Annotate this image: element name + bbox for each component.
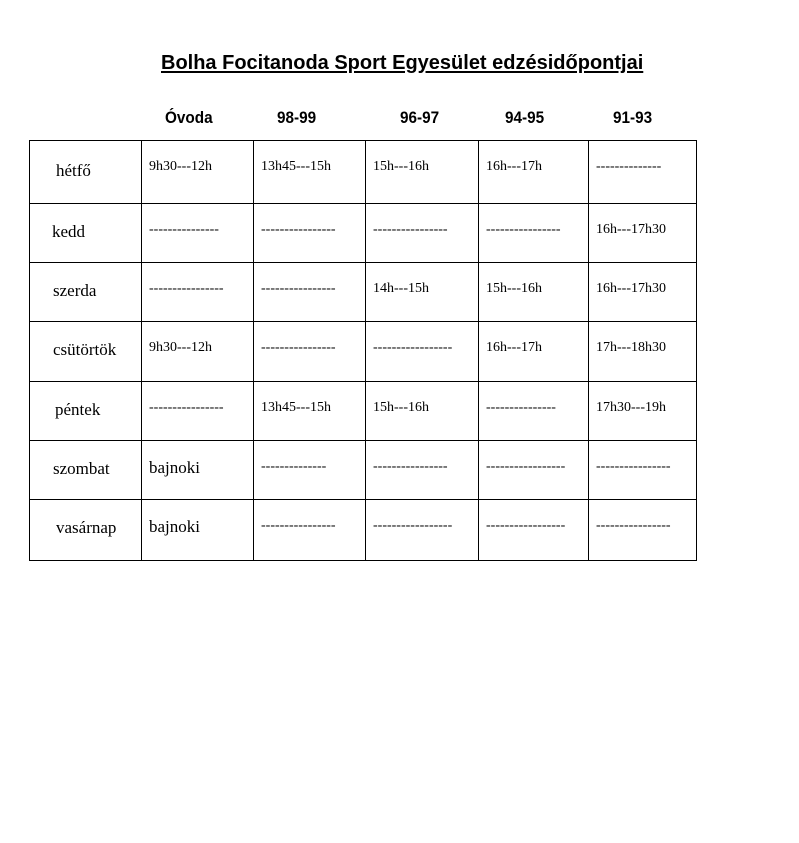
schedule-cell — [142, 263, 254, 322]
day-label-kedd: kedd — [52, 222, 86, 241]
schedule-cell — [589, 441, 697, 500]
schedule-cell — [366, 500, 479, 561]
schedule-cell — [142, 204, 254, 263]
schedule-cell — [366, 382, 479, 441]
schedule-cell — [479, 141, 589, 204]
schedule-cell — [366, 204, 479, 263]
time-slot: ---------------- — [261, 281, 336, 296]
time-slot: ----------------- — [373, 340, 453, 355]
table-row — [30, 204, 697, 263]
day-cell — [30, 263, 142, 322]
time-slot: 16h---17h — [486, 159, 542, 174]
column-header-ovoda: Óvoda — [165, 108, 213, 127]
time-slot: ---------------- — [596, 459, 671, 474]
schedule-cell — [479, 204, 589, 263]
schedule-cell — [142, 141, 254, 204]
schedule-cell — [142, 382, 254, 441]
schedule-cell — [254, 322, 366, 382]
day-cell — [30, 141, 142, 204]
day-label-szerda: szerda — [53, 281, 97, 300]
table-row — [30, 441, 697, 500]
schedule-cell — [366, 322, 479, 382]
schedule-cell — [366, 263, 479, 322]
column-header-94-95: 94-95 — [505, 108, 545, 127]
table-row — [30, 141, 697, 204]
time-slot: ----------------- — [486, 518, 566, 533]
day-cell — [30, 382, 142, 441]
schedule-cell — [479, 382, 589, 441]
day-cell — [30, 204, 142, 263]
time-slot: 15h---16h — [486, 281, 542, 296]
day-label-csutortok: csütörtök — [53, 340, 117, 359]
time-slot: ---------------- — [261, 518, 336, 533]
time-slot: ----------------- — [373, 518, 453, 533]
day-label-vasarnap: vasárnap — [56, 518, 117, 537]
day-label-hetfo: hétfő — [56, 161, 91, 180]
day-cell — [30, 500, 142, 561]
schedule-cell — [589, 204, 697, 263]
time-slot: 15h---16h — [373, 400, 429, 415]
table-row — [30, 500, 697, 561]
time-slot: 13h45---15h — [261, 400, 331, 415]
time-slot: ---------------- — [261, 340, 336, 355]
schedule-cell — [254, 204, 366, 263]
time-slot: ---------------- — [373, 222, 448, 237]
time-slot: 9h30---12h — [149, 340, 212, 355]
time-slot: 17h30---19h — [596, 400, 666, 415]
day-label-pentek: péntek — [55, 400, 101, 419]
day-cell — [30, 441, 142, 500]
schedule-cell — [589, 500, 697, 561]
day-cell — [30, 322, 142, 382]
schedule-cell — [142, 322, 254, 382]
table-row — [30, 263, 697, 322]
time-slot: --------------- — [486, 400, 556, 415]
time-slot: ---------------- — [261, 222, 336, 237]
time-slot: ---------------- — [486, 222, 561, 237]
schedule-cell — [479, 263, 589, 322]
schedule-cell — [589, 141, 697, 204]
column-header-96-97: 96-97 — [400, 108, 440, 127]
time-slot: 15h---16h — [373, 159, 429, 174]
schedule-cell — [366, 141, 479, 204]
time-slot: --------------- — [149, 222, 219, 237]
schedule-cell — [254, 500, 366, 561]
column-header-98-99: 98-99 — [277, 108, 317, 127]
time-slot: 17h---18h30 — [596, 340, 666, 355]
page-title: Bolha Focitanoda Sport Egyesület edzésidőpontjai — [161, 52, 644, 74]
match-label: bajnoki — [149, 517, 200, 536]
schedule-cell — [254, 141, 366, 204]
schedule-cell — [142, 441, 254, 500]
time-slot: 13h45---15h — [261, 159, 331, 174]
time-slot: ---------------- — [373, 459, 448, 474]
schedule-cell — [479, 500, 589, 561]
table-row — [30, 322, 697, 382]
time-slot: ---------------- — [149, 281, 224, 296]
schedule-cell — [589, 322, 697, 382]
schedule-cell — [366, 441, 479, 500]
schedule-cell — [589, 263, 697, 322]
schedule-cell — [254, 382, 366, 441]
time-slot: ----------------- — [486, 459, 566, 474]
schedule-table — [29, 140, 697, 561]
time-slot: 16h---17h30 — [596, 281, 666, 296]
time-slot: ---------------- — [596, 518, 671, 533]
day-label-szombat: szombat — [53, 459, 110, 478]
schedule-cell — [254, 263, 366, 322]
time-slot: 16h---17h30 — [596, 222, 666, 237]
schedule-cell — [589, 382, 697, 441]
match-label: bajnoki — [149, 458, 200, 477]
schedule-cell — [254, 441, 366, 500]
table-row — [30, 382, 697, 441]
time-slot: ---------------- — [149, 400, 224, 415]
time-slot: 9h30---12h — [149, 159, 212, 174]
schedule-cell — [479, 441, 589, 500]
time-slot: -------------- — [261, 459, 327, 474]
schedule-cell — [479, 322, 589, 382]
time-slot: 16h---17h — [486, 340, 542, 355]
column-header-91-93: 91-93 — [613, 108, 653, 127]
time-slot: 14h---15h — [373, 281, 429, 296]
time-slot: -------------- — [596, 159, 662, 174]
schedule-cell — [142, 500, 254, 561]
